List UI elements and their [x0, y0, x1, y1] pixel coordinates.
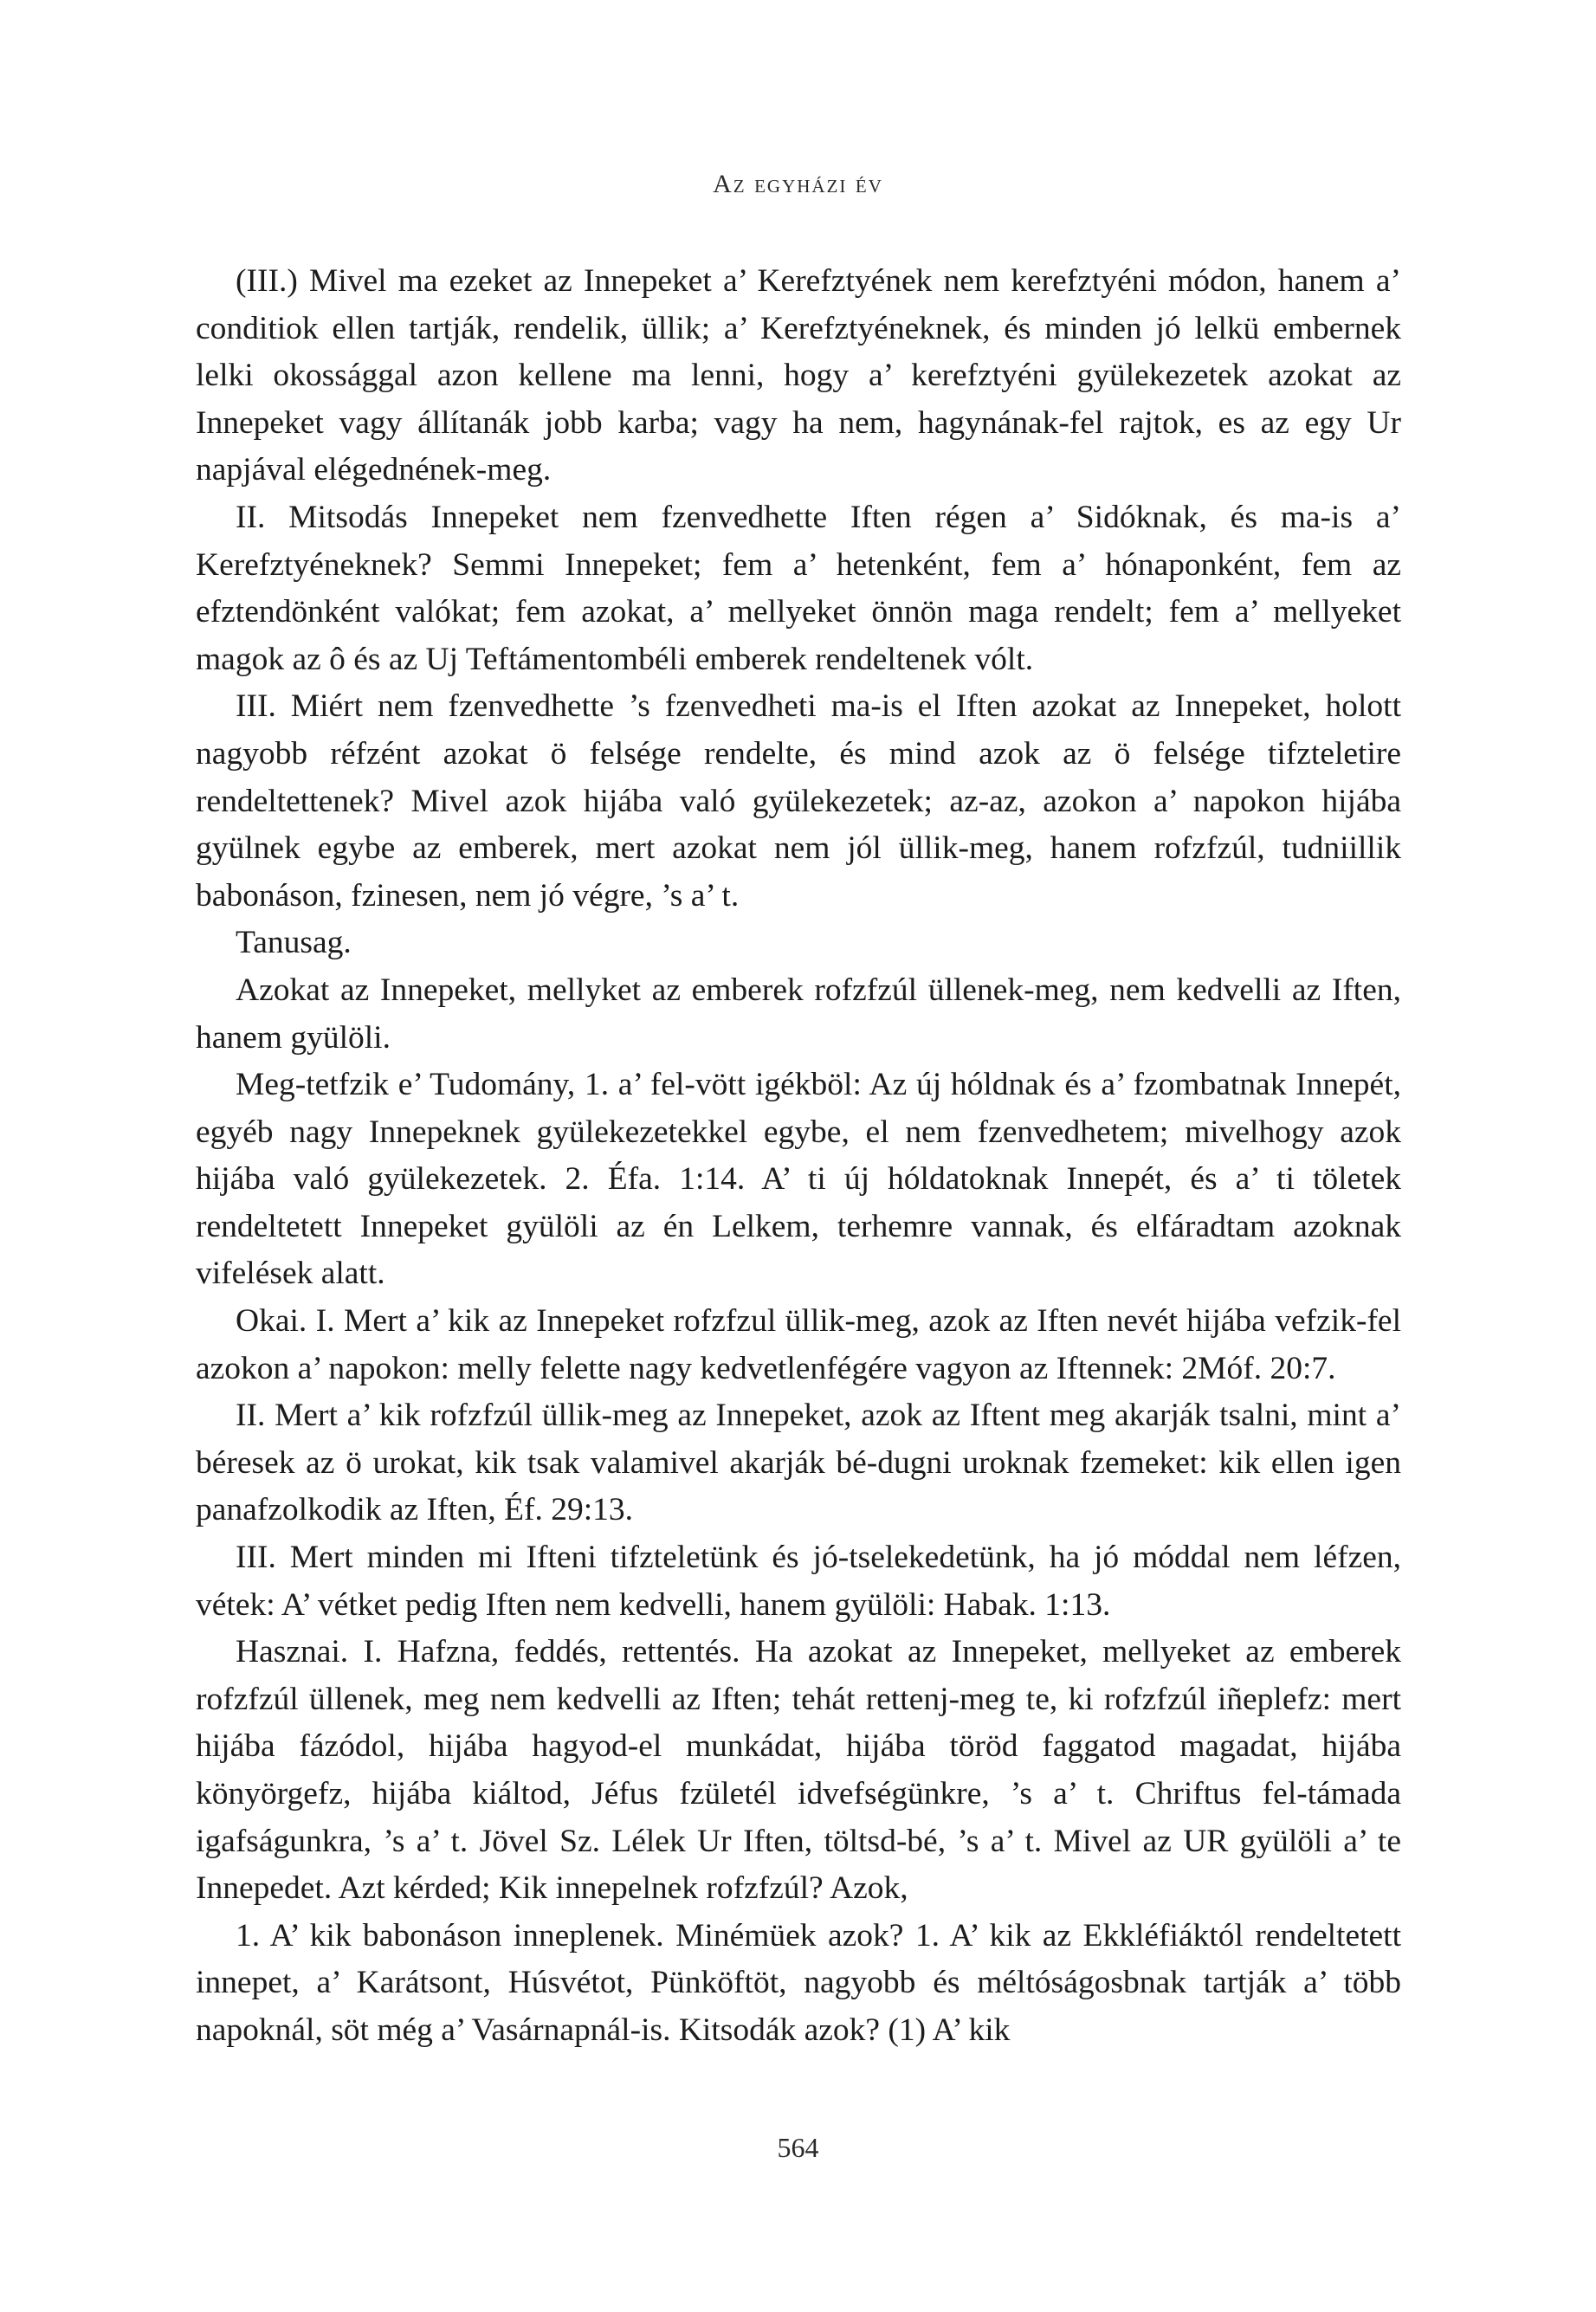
- paragraph: (III.) Mivel ma ezeket az Innepeket a’ Kerefztyének nem kerefztyéni módon, hanem a’ conditiok ellen tartják, rendelik, üllik; a’ Kerefztyéneknek, és minden jó lelkü embernek lelki okossággal azon kellene ma lenni, hogy a’ kerefztyéni gyülekezetek azokat az Innepeket vagy állítanák jobb karba; vagy ha nem, hagynának-fel rajtok, es az egy Ur napjával elégednének-meg.: [196, 263, 1401, 488]
- body-text: [196, 258, 1401, 2055]
- paragraph: Azokat az Innepeket, mellyket az emberek rofzfzúl üllenek-meg, nem kedvelli az Iften, hanem gyülöli.: [196, 972, 1401, 1056]
- paragraph: Okai. I. Mert a’ kik az Innepeket rofzfzul üllik-meg, azok az Iften nevét hijába vefzik-fel azokon a’ napokon: melly felette nagy kedvetlenfégére vagyon az Iftennek: 2Móf. 20:7.: [196, 1303, 1401, 1386]
- paragraph: Meg-tetfzik e’ Tudomány, 1. a’ fel-vött igékböl: Az új hóldnak és a’ fzombatnak Innepét, egyéb nagy Innepeknek gyülekezetekkel egybe, el nem fzenvedhetem; mivelhogy azok hijába való gyülekezetek. 2. Éfa. 1:14. A’ ti új hóldatoknak Innepét, és a’ ti töletek rendeltetett Innepeket gyülöli az én Lelkem, terhemre vannak, és elfáradtam azoknak vifelések alatt.: [196, 1067, 1401, 1292]
- running-title: Az egyházi év: [713, 170, 883, 198]
- paragraph: III. Miért nem fzenvedhette ’s fzenvedheti ma-is el Iften azokat az Innepeket, holott nagyobb réfzént azokat ö felsége rendelte, és mind azok az ö felsége tifzteletire rendeltettenek? Mivel azok hijába való gyülekezetek; az-az, azokon a’ napokon hijába gyülnek egybe az emberek, mert azokat nem jól üllik-meg, hanem rofzfzúl, tudniillik babonáson, fzinesen, nem jó végre, ’s a’ t.: [196, 688, 1401, 914]
- paragraph: 1. A’ kik babonáson inneplenek. Minémüek azok? 1. A’ kik az Ekkléfiáktól rendeltetett innepet, a’ Karátsont, Húsvétot, Pünköftöt, nagyobb és méltóságosbnak tartják a’ több napoknál, söt még a’ Vasárnapnál-is. Kitsodák azok? (1) A’ kik: [196, 1917, 1401, 2048]
- paragraph: III. Mert minden mi Ifteni tifzteletünk és jó-tselekedetünk, ha jó móddal nem léfzen, vétek: A’ vétket pedig Iften nem kedvelli, hanem gyülöli: Habak. 1:13.: [196, 1540, 1401, 1623]
- paragraph: Hasznai. I. Hafzna, feddés, rettentés. Ha azokat az Innepeket, mellyeket az emberek rofzfzúl üllenek, meg nem kedvelli az Iften; tehát rettenj-meg te, ki rofzfzúl iñeplefz: mert hijába fázódol, hijába hagyod-el munkádat, hijába töröd faggatod magadat, hijába könyörgefz, hijába kiáltod, Jéfus fzületél idvefségünkre, ’s a’ t. Chriftus fel-támada igafságunkra, ’s a’ t. Jövel Sz. Lélek Ur Iften, töltsd-bé, ’s a’ t. Mivel az UR gyülöli a’ te Innepedet. Azt kérded; Kik innepelnek rofzfzúl? Azok,: [196, 1634, 1401, 1907]
- page-number: 564: [777, 2132, 819, 2163]
- paragraph: II. Mert a’ kik rofzfzúl üllik-meg az Innepeket, azok az Iftent meg akarják tsalni, mint a’ béresek az ö urokat, kik tsak valamivel akarják bé-dugni uroknak fzemeket: kik ellen igen panafzolkodik az Iften, Éf. 29:13.: [196, 1398, 1401, 1528]
- paragraph-heading: Tanusag.: [236, 925, 352, 961]
- paragraph: II. Mitsodás Innepeket nem fzenvedhette Iften régen a’ Sidóknak, és ma-is a’ Kerefztyéneknek? Semmi Innepeket; fem a’ hetenként, fem a’ hónaponként, fem az efztendönként valókat; fem azokat, a’ mellyeket önnön maga rendelt; fem a’ mellyeket magok az ô és az Uj Teftámentombéli emberek rendeltenek vólt.: [196, 499, 1401, 677]
